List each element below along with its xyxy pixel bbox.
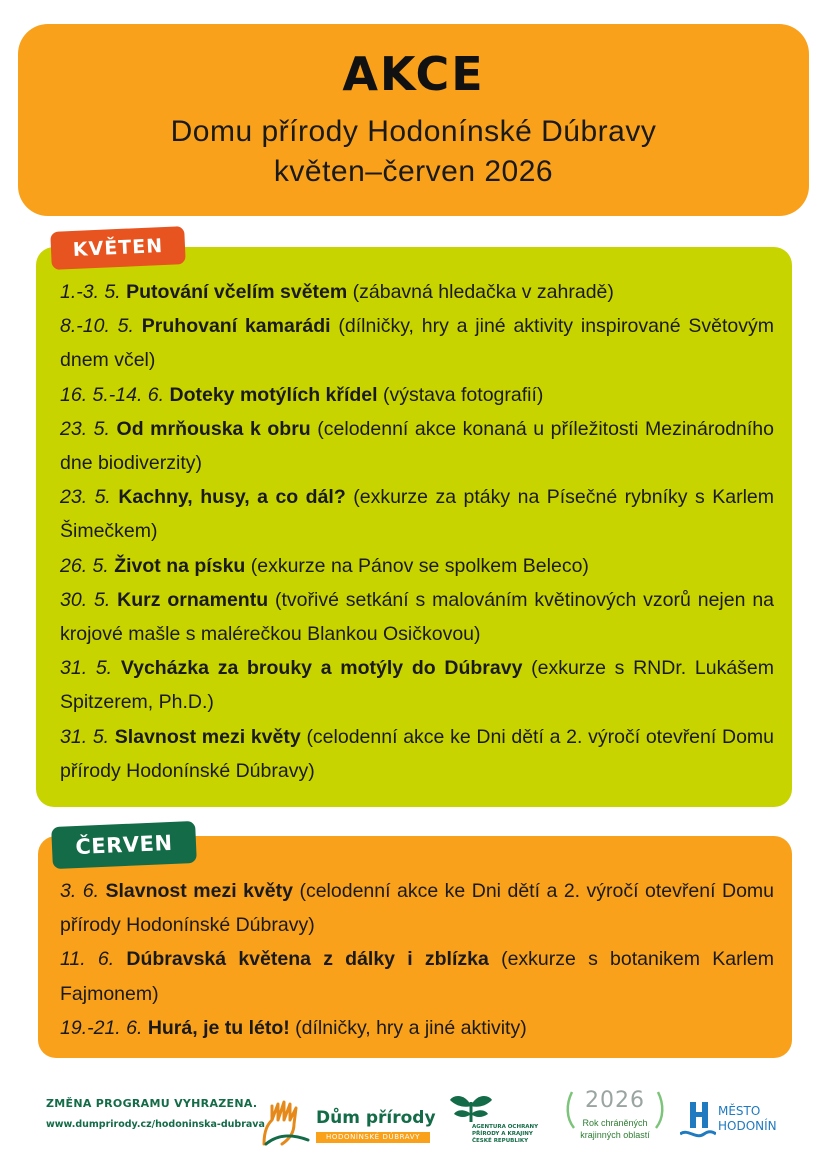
- footer-info: [46, 1097, 265, 1130]
- event-name: Dúbravská květena z dálky i zblízka: [126, 948, 489, 971]
- event-item: [60, 275, 774, 309]
- hand-icon: [258, 1090, 318, 1146]
- event-name: Život na písku: [114, 554, 246, 577]
- event-date: 30. 5.: [60, 588, 111, 611]
- event-description: (výstava fotografií): [383, 383, 544, 406]
- event-date: 1.-3. 5.: [60, 281, 121, 303]
- event-name: Doteky motýlích křídel: [169, 383, 378, 406]
- dum-prirody-logo: [258, 1090, 438, 1146]
- event-item: [60, 720, 774, 788]
- event-date: 23. 5.: [60, 417, 110, 440]
- event-description: (exkurze s RNDr. Lukášem Spitzerem, Ph.D.): [60, 657, 775, 714]
- event-description: (exkurze na Pánov se spolkem Beleco): [250, 554, 589, 577]
- event-name: Slavnost mezi květy: [114, 725, 301, 748]
- event-name: Hurá, je tu léto!: [147, 1016, 290, 1039]
- june-section: [38, 836, 792, 1058]
- header-banner: [18, 24, 809, 216]
- event-description: (tvořivé setkání s malováním květinových vzorů nejen na krojové mašle s malérečkou Blankou Osičkovou): [60, 588, 775, 646]
- event-item: [60, 549, 774, 583]
- event-description: (dílničky, hry a jiné aktivity): [295, 1016, 527, 1039]
- event-item: [60, 942, 774, 1010]
- event-name: Kurz ornamentu: [117, 588, 269, 611]
- year-line-2: krajinných oblastí: [580, 1130, 650, 1140]
- event-name: Vycházka za brouky a motýly do Dúbravy: [120, 657, 523, 680]
- mesto-line-2: HODONÍN: [718, 1119, 777, 1133]
- h-wave-icon: [680, 1098, 716, 1144]
- event-description: (exkurze za ptáky na Písečné rybníky s Karlem Šimečkem): [60, 486, 774, 543]
- event-item: [60, 1011, 774, 1045]
- event-item: [60, 874, 774, 942]
- event-date: 3. 6.: [60, 880, 100, 902]
- program-change-notice: ZMĚNA PROGRAMU VYHRAZENA.: [46, 1097, 258, 1110]
- june-label: ČERVEN: [51, 821, 197, 869]
- event-name: Kachny, husy, a co dál?: [118, 486, 346, 509]
- dum-prirody-name: Dům přírody: [316, 1108, 436, 1128]
- event-description: (zábavná hledačka v zahradě): [352, 281, 614, 303]
- mesto-line-1: MĚSTO: [718, 1104, 761, 1118]
- mesto-hodonin-logo: [680, 1098, 790, 1144]
- page-period: květen–červen 2026: [273, 155, 554, 188]
- event-date: 11. 6.: [60, 948, 115, 971]
- website-link[interactable]: www.dumprirody.cz/hodoninska-dubrava: [46, 1119, 265, 1130]
- event-item: [60, 412, 774, 480]
- event-description: (exkurze s botanikem Karlem Fajmonem): [60, 948, 775, 1005]
- event-description: (celodenní akce ke Dni dětí a 2. výročí otevření Domu přírody Hodonínské Dúbravy): [60, 725, 775, 782]
- event-item: [60, 378, 774, 412]
- event-date: 31. 5.: [60, 725, 110, 748]
- event-description: (celodenní akce konaná u příležitosti Mezinárodního dne biodiverzity): [60, 417, 774, 475]
- event-name: Pruhovaní kamarádi: [141, 315, 331, 338]
- plant-icon: [448, 1090, 494, 1124]
- aopk-logo: [444, 1090, 540, 1150]
- page-title: AKCE: [342, 47, 485, 101]
- year-line-1: Rok chráněných: [582, 1118, 648, 1128]
- aopk-line-3: ČESKÉ REPUBLIKY: [472, 1138, 529, 1144]
- event-date: 19.-21. 6.: [60, 1016, 143, 1039]
- aopk-line-2: PŘÍRODY A KRAJINY: [472, 1131, 533, 1137]
- event-date: 16. 5.-14. 6.: [60, 383, 165, 406]
- event-date: 26. 5.: [60, 554, 109, 577]
- event-name: Slavnost mezi květy: [105, 880, 293, 902]
- year-2026-logo: [562, 1088, 668, 1150]
- aopk-line-1: AGENTURA OCHRANY: [472, 1124, 539, 1130]
- event-date: 31. 5.: [60, 657, 113, 680]
- event-item: [60, 651, 774, 719]
- page-subtitle: Domu přírody Hodonínské Dúbravy: [170, 115, 657, 148]
- dum-prirody-sub: HODONÍNSKÉ DÚBRAVY: [316, 1132, 430, 1143]
- event-name: Putování včelím světem: [126, 281, 348, 303]
- event-description: (dílničky, hry a jiné aktivity inspirované Světovým dnem včel): [60, 315, 775, 372]
- event-item: [60, 583, 774, 651]
- event-date: 8.-10. 5.: [60, 315, 134, 338]
- event-description: (celodenní akce ke Dni dětí a 2. výročí otevření Domu přírody Hodonínské Dúbravy): [60, 880, 774, 937]
- year-2026-text: 2026: [585, 1088, 645, 1113]
- event-item: [60, 480, 774, 548]
- event-item: [60, 309, 774, 377]
- event-date: 23. 5.: [60, 486, 111, 509]
- may-section: [36, 247, 792, 807]
- event-name: Od mrňouska k obru: [116, 417, 311, 440]
- may-label: KVĚTEN: [50, 226, 186, 270]
